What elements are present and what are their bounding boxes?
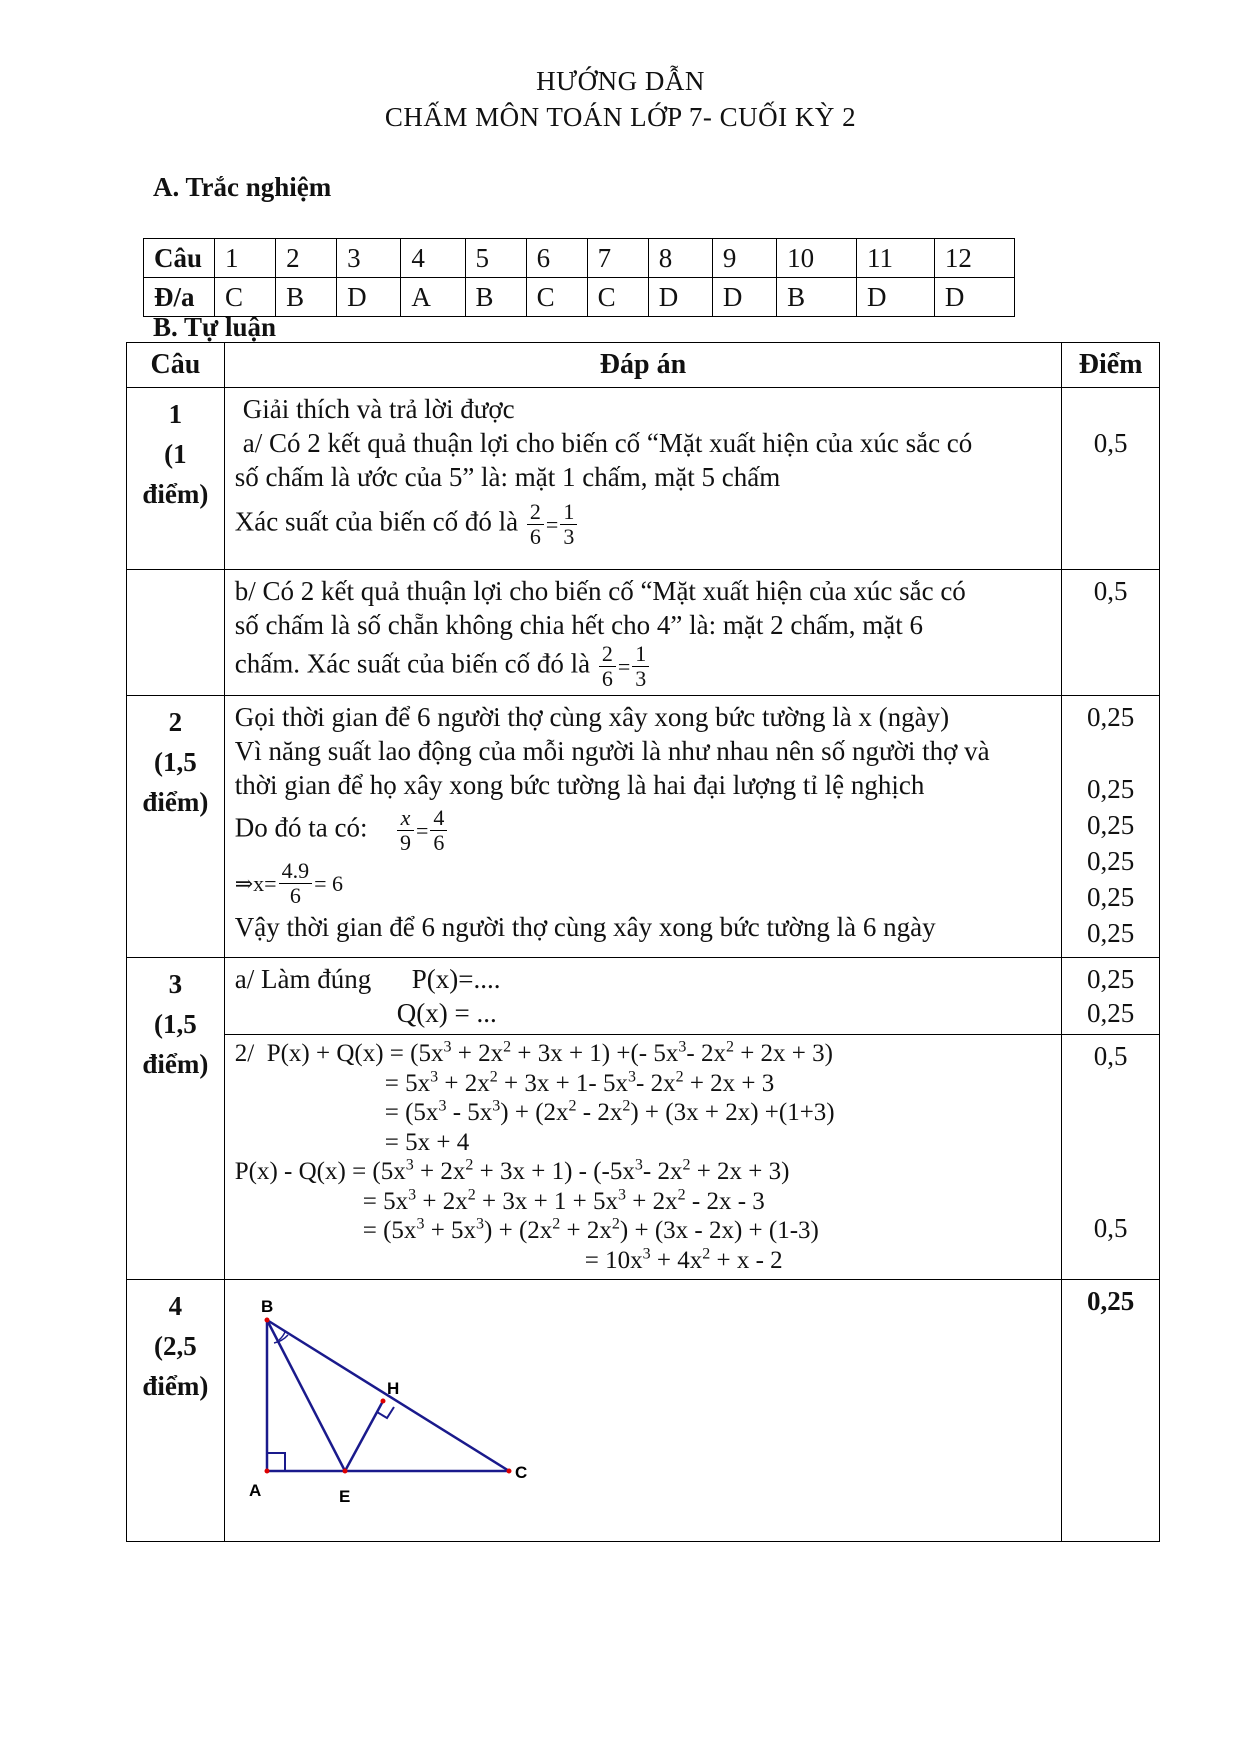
denominator: 9 bbox=[399, 830, 411, 855]
question-points-label: (2,5 bbox=[154, 1331, 197, 1361]
question-points-label: (1 bbox=[164, 439, 187, 469]
mc-cell: D bbox=[857, 278, 935, 317]
score: 0,25 bbox=[1086, 998, 1135, 1028]
equals-sign: = bbox=[415, 817, 429, 843]
mc-cell: 11 bbox=[857, 239, 935, 278]
mc-cell: C bbox=[587, 278, 648, 317]
section-b-heading: B. Tự luận bbox=[153, 312, 277, 342]
table-header-row bbox=[127, 343, 1160, 388]
mc-cell: D bbox=[648, 278, 712, 317]
answer-cell bbox=[224, 570, 1061, 696]
answer-line: a/ Có 2 kết quả thuận lợi cho biến cố “Mặt xuất hiện của xúc sắc có bbox=[242, 428, 973, 458]
score: 0,25 bbox=[1086, 774, 1135, 804]
points-cell bbox=[1062, 1280, 1160, 1542]
points-cell bbox=[1062, 696, 1160, 958]
mc-row-label: Câu bbox=[144, 239, 215, 278]
mc-cell: 1 bbox=[215, 239, 276, 278]
answer-text: chấm. Xác suất của biến cố đó là bbox=[234, 648, 591, 679]
fraction bbox=[599, 642, 616, 691]
points-cell bbox=[1062, 388, 1160, 570]
mc-cell: D bbox=[712, 278, 776, 317]
question-points-label: (1,5 bbox=[154, 1009, 197, 1039]
doc-title: HƯỚNG DẪN bbox=[536, 66, 705, 96]
answer-line: số chấm là số chẵn không chia hết cho 4” là: mặt 2 chấm, mặt 6 bbox=[234, 610, 924, 640]
mc-cell: B bbox=[276, 278, 337, 317]
mc-cell: D bbox=[337, 278, 401, 317]
denominator: 6 bbox=[433, 830, 445, 855]
equation-line: = $5x^3 + 2x^2 + 3x + 1-$ $5x^3-$ $2x^2 + 2x + 3$ bbox=[384, 1068, 775, 1097]
mc-cell: 2 bbox=[276, 239, 337, 278]
denominator: 6 bbox=[289, 883, 301, 908]
question-points-label: điểm) bbox=[142, 479, 209, 509]
mc-cell: 4 bbox=[401, 239, 465, 278]
equals-sign: = bbox=[617, 653, 631, 679]
answer-line bbox=[235, 806, 1051, 855]
result-text: = 6 bbox=[314, 870, 344, 896]
score: 0,5 bbox=[1093, 1041, 1128, 1071]
vertex-label-c: C bbox=[514, 1463, 528, 1482]
question-number: 3 bbox=[168, 969, 183, 999]
answer-text: Do đó ta có: bbox=[234, 812, 368, 843]
question-points-label: điểm) bbox=[142, 1371, 209, 1401]
mc-cell: B bbox=[465, 278, 526, 317]
equation-line: = 5x + 4 bbox=[384, 1128, 470, 1156]
fraction bbox=[560, 500, 577, 549]
mc-cell: 12 bbox=[934, 239, 1014, 278]
question-number-cell bbox=[127, 1280, 225, 1542]
answer-line: Gọi thời gian để 6 người thợ cùng xây xong bức tường là x (ngày) bbox=[234, 702, 950, 732]
points-cell bbox=[1062, 1035, 1160, 1280]
question-points-label: điểm) bbox=[142, 787, 209, 817]
answer-line bbox=[235, 500, 1051, 549]
answer-cell bbox=[224, 958, 1061, 1035]
fraction bbox=[527, 500, 544, 549]
col-header-question: Câu bbox=[127, 343, 225, 388]
section-a-heading: A. Trắc nghiệm bbox=[153, 172, 332, 202]
answer-line: Giải thích và trả lời được bbox=[242, 394, 515, 424]
score: 0,25 bbox=[1086, 882, 1135, 912]
vertex-label-a: A bbox=[248, 1481, 262, 1500]
answer-line: Vậy thời gian để 6 người thợ cùng xây xong bức tường là 6 ngày bbox=[234, 912, 936, 942]
question-points-label: điểm) bbox=[142, 1049, 209, 1079]
equals-sign: = bbox=[545, 511, 559, 537]
answer-line bbox=[235, 642, 1051, 691]
equation-line: 2/ $P(x) + Q(x) = (5x^3 + 2x^2 + 3x + 1)$ +(- $5x^3-$ $2x^2 + 2x + 3$) bbox=[234, 1038, 833, 1067]
multiple-choice-table bbox=[143, 238, 1015, 317]
denominator: 3 bbox=[635, 666, 647, 691]
equation-line: $P(x) - Q(x) = (5x^3 + 2x^2 + 3x + 1) - (-5x^3-$ $2x^2 + 2x + 3$) bbox=[234, 1156, 790, 1185]
mc-question-row bbox=[144, 239, 1015, 278]
question-number-cell bbox=[127, 570, 225, 696]
denominator: 6 bbox=[529, 524, 541, 549]
table-row bbox=[127, 958, 1160, 1035]
denominator: 3 bbox=[563, 524, 575, 549]
vertex-label-h: H bbox=[386, 1379, 400, 1398]
answer-line: a/ Làm đúng P(x)=.... bbox=[234, 964, 501, 994]
points-cell bbox=[1062, 958, 1160, 1035]
question-number: 1 bbox=[168, 399, 183, 429]
answer-cell bbox=[224, 1280, 1061, 1542]
equation-line: = $(5x^3 - 5x^3) + (2x^2 - 2x^2) + (3x + 2x) +(1+3)$ bbox=[384, 1097, 835, 1126]
mc-cell: A bbox=[401, 278, 465, 317]
fraction bbox=[430, 806, 447, 855]
equation-line: = $(5x^3 + 5x^3) + (2x^2 + 2x^2) + (3x - 2x) + (1-3)$ bbox=[362, 1215, 819, 1244]
answer-line: b/ Có 2 kết quả thuận lợi cho biến cố “Mặt xuất hiện của xúc sắc có bbox=[234, 576, 966, 606]
numerator: 2 bbox=[527, 500, 544, 525]
table-row bbox=[127, 1035, 1160, 1280]
table-row bbox=[127, 696, 1160, 958]
mc-cell: 5 bbox=[465, 239, 526, 278]
table-row bbox=[127, 1280, 1160, 1542]
numerator: 1 bbox=[632, 642, 649, 667]
table-row bbox=[127, 388, 1160, 570]
col-header-points: Điểm bbox=[1062, 343, 1160, 388]
score: 0,5 bbox=[1093, 1213, 1128, 1243]
score: 0,25 bbox=[1086, 918, 1135, 948]
numerator: 4.9 bbox=[279, 859, 313, 884]
mc-cell: 3 bbox=[337, 239, 401, 278]
numerator: x bbox=[397, 806, 414, 831]
numerator: 1 bbox=[560, 500, 577, 525]
numerator: 2 bbox=[599, 642, 616, 667]
question-points-label: (1,5 bbox=[154, 747, 197, 777]
equation-line: = $10x^3 + 4x^2 + x - 2$ bbox=[584, 1245, 783, 1274]
fraction bbox=[632, 642, 649, 691]
mc-cell: D bbox=[934, 278, 1014, 317]
mc-cell: 8 bbox=[648, 239, 712, 278]
question-number-cell bbox=[127, 696, 225, 958]
mc-cell: B bbox=[777, 278, 857, 317]
mc-cell: C bbox=[215, 278, 276, 317]
mc-cell: 10 bbox=[777, 239, 857, 278]
denominator: 6 bbox=[601, 666, 613, 691]
answer-line: thời gian để họ xây xong bức tường là hai đại lượng tỉ lệ nghịch bbox=[234, 770, 925, 800]
table-row bbox=[127, 570, 1160, 696]
numerator: 4 bbox=[430, 806, 447, 831]
question-number: 4 bbox=[168, 1291, 183, 1321]
points-cell bbox=[1062, 570, 1160, 696]
question-number-cell bbox=[127, 958, 225, 1280]
answer-cell bbox=[224, 388, 1061, 570]
answer-line: Q(x) = ... bbox=[396, 998, 497, 1028]
score: 0,5 bbox=[1093, 576, 1128, 606]
fraction bbox=[279, 859, 313, 908]
doc-subtitle: CHẤM MÔN TOÁN LỚP 7- CUỐI KỲ 2 bbox=[384, 102, 857, 132]
implies-text: ⇒x= bbox=[234, 870, 277, 896]
mc-cell: 7 bbox=[587, 239, 648, 278]
answer-line bbox=[235, 859, 1051, 908]
col-header-answer: Đáp án bbox=[224, 343, 1061, 388]
triangle-diagram bbox=[241, 1286, 561, 1506]
mc-cell: 6 bbox=[526, 239, 587, 278]
answer-text: Xác suất của biến cố đó là bbox=[234, 506, 519, 537]
answer-line: Vì năng suất lao động của mỗi người là như nhau nên số người thợ và bbox=[234, 736, 990, 766]
essay-answer-table bbox=[126, 342, 1160, 1542]
answer-line: số chấm là ước của 5” là: mặt 1 chấm, mặt 5 chấm bbox=[234, 462, 781, 492]
mc-row-label: Đ/a bbox=[144, 278, 215, 317]
score: 0,25 bbox=[1086, 810, 1135, 840]
answer-cell bbox=[224, 696, 1061, 958]
mc-cell: C bbox=[526, 278, 587, 317]
score: 0,25 bbox=[1086, 702, 1135, 732]
mc-answer-row bbox=[144, 278, 1015, 317]
score: 0,25 bbox=[1086, 964, 1135, 994]
question-number-cell bbox=[127, 388, 225, 570]
vertex-label-e: E bbox=[338, 1487, 351, 1506]
question-number: 2 bbox=[168, 707, 183, 737]
score: 0,5 bbox=[1093, 428, 1128, 458]
answer-cell bbox=[224, 1035, 1061, 1280]
equation-line: = $5x^3 + 2x^2 + 3x + 1 + 5x^3 + 2x^2 - 2x - 3$ bbox=[362, 1186, 765, 1215]
score: 0,25 bbox=[1086, 846, 1135, 876]
fraction bbox=[397, 806, 414, 855]
score: 0,25 bbox=[1086, 1286, 1135, 1316]
mc-cell: 9 bbox=[712, 239, 776, 278]
vertex-label-b: B bbox=[260, 1297, 274, 1316]
